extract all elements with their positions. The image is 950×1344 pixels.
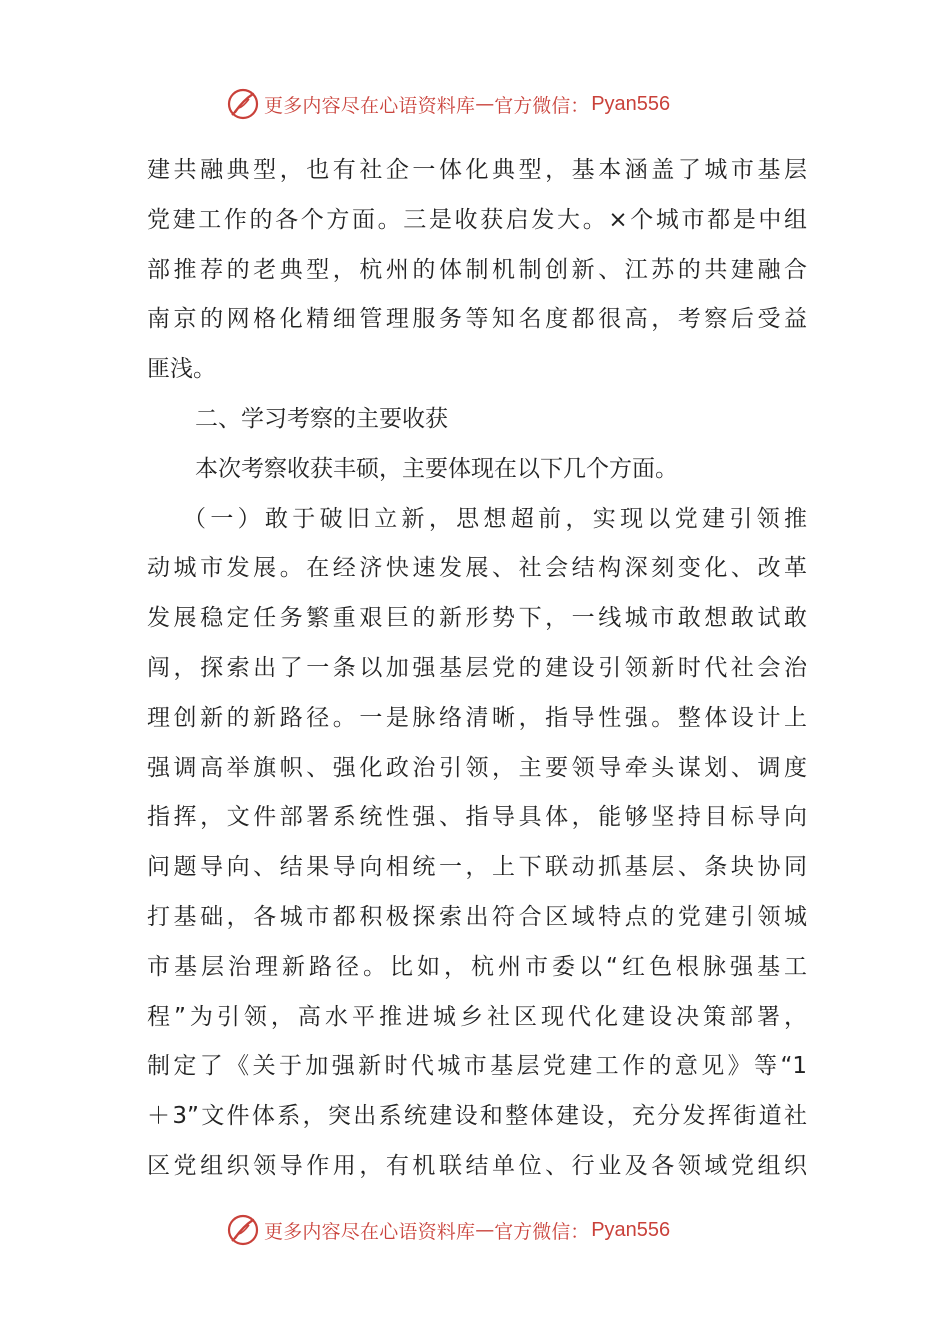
quill-seal-icon: [226, 1213, 260, 1247]
wechat-id: Pyan556: [591, 1218, 671, 1241]
section-heading: 二、学习考察的主要收获: [195, 405, 448, 432]
quill-seal-icon: [226, 87, 260, 121]
text-line: 本次考察收获丰硕，主要体现在以下几个方面。: [195, 455, 678, 482]
watermark-banner-top: [226, 84, 726, 124]
text-line: 打基础，各城市都积极探索出符合区域特点的党建引领城: [147, 903, 807, 930]
text-line: 区党组织领导作用，有机联结单位、行业及各领域党组织: [147, 1152, 807, 1179]
text-line: 市基层治理新路径。比如，杭州市委以“红色根脉强基工: [147, 953, 807, 980]
watermark-text: 更多内容尽在心语资料库: [264, 1220, 476, 1243]
text-line: 党建工作的各个方面。三是收获启发大。×个城市都是中组: [147, 206, 807, 233]
watermark-text: 更多内容尽在心语资料库: [264, 94, 476, 117]
watermark-banner-bottom: [226, 1210, 726, 1250]
text-line: 发展稳定任务繁重艰巨的新形势下，一线城市敢想敢试敢: [147, 605, 807, 632]
text-line: 理创新的新路径。一是脉络清晰，指导性强。整体设计上: [147, 704, 807, 731]
text-line: 南京的网格化精细管理服务等知名度都很高，考察后受益: [147, 306, 807, 333]
text-line: 程”为引领，高水平推进城乡社区现代化建设决策部署，: [147, 1003, 807, 1030]
text-line: 匪浅。: [147, 356, 216, 383]
text-line: 闯，探索出了一条以加强基层党的建设引领新时代社会治: [147, 654, 807, 681]
wechat-label: 官方微信：: [494, 1220, 590, 1243]
text-line: ＋3”文件体系，突出系统建设和整体建设，充分发挥街道社: [147, 1103, 807, 1130]
text-line: 强调高举旗帜、强化政治引领，主要领导牵头谋划、调度: [147, 754, 807, 781]
text-line: 动城市发展。在经济快速发展、社会结构深刻变化、改革: [147, 555, 807, 582]
text-line: 问题导向、结果导向相统一，上下联动抓基层、条块协同: [147, 854, 807, 881]
subsection-heading-line: （一）敢于破旧立新，思想超前，实现以党建引领推: [183, 505, 807, 532]
watermark-dash: —: [475, 1219, 495, 1241]
text-line: 部推荐的老典型，杭州的体制机制创新、江苏的共建融合: [147, 256, 807, 283]
watermark-dash: —: [475, 93, 495, 115]
text-line: 制定了《关于加强新时代城市基层党建工作的意见》等“1: [147, 1053, 807, 1080]
document-body: [147, 146, 807, 1192]
text-line: 指挥，文件部署系统性强、指导具体，能够坚持目标导向: [147, 804, 807, 831]
wechat-label: 官方微信：: [494, 94, 590, 117]
text-line: 建共融典型，也有社企一体化典型，基本涵盖了城市基层: [147, 157, 807, 183]
wechat-id: Pyan556: [591, 92, 671, 115]
